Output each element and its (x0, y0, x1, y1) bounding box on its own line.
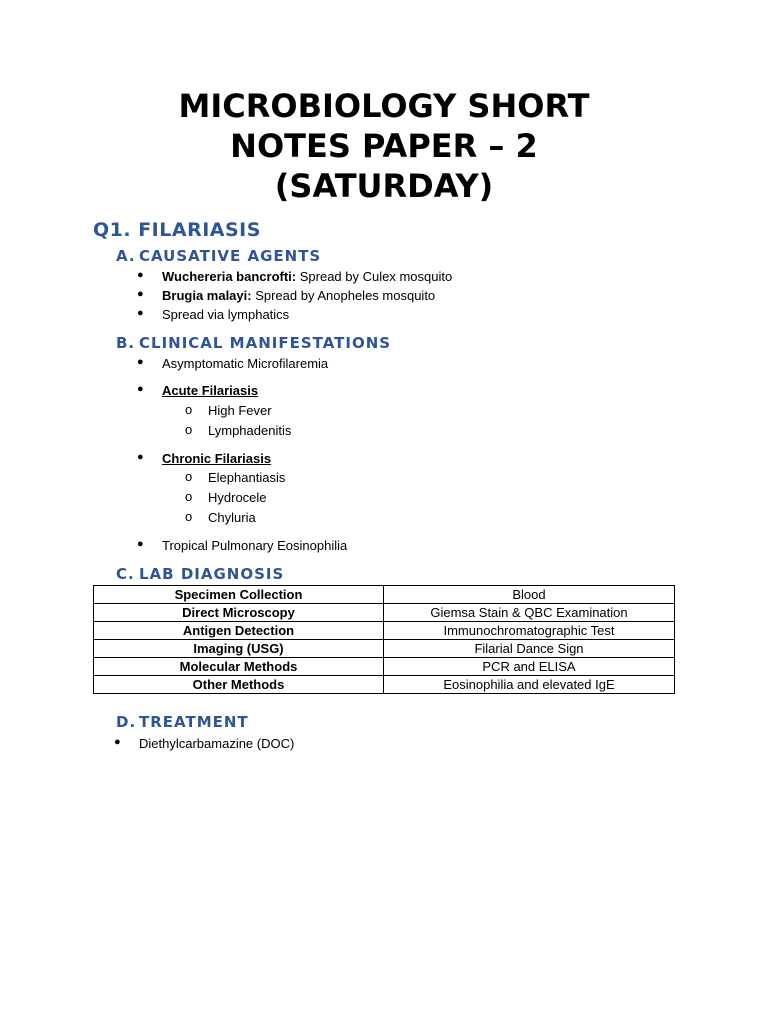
title-line-1: MICROBIOLOGY SHORT (178, 87, 590, 125)
organism-detail: Spread by Anopheles mosquito (251, 288, 436, 303)
lab-diagnosis-table (93, 585, 675, 694)
document-title (0, 86, 768, 206)
list-item-text: Asymptomatic Microfilaremia (162, 356, 329, 371)
section-a-letter: A. (116, 247, 136, 265)
section-c-letter: C. (116, 565, 135, 583)
table-value-cell: Blood (384, 586, 675, 604)
section-b-letter: B. (116, 334, 136, 352)
table-key-cell: Direct Microscopy (94, 604, 384, 622)
list-item (137, 307, 290, 322)
table-value-cell: Filarial Dance Sign (384, 640, 675, 658)
section-d-title: TREATMENT (139, 713, 249, 731)
list-item (137, 356, 329, 371)
table-key-cell: Molecular Methods (94, 658, 384, 676)
sub-list-item (185, 402, 272, 418)
table-value-cell: Eosinophilia and elevated IgE (384, 676, 675, 694)
table-row (94, 676, 675, 694)
question-heading: Q1. FILARIASIS (93, 219, 261, 241)
bullet-icon: ● (137, 383, 144, 395)
bullet-icon: ● (114, 736, 121, 748)
organism-detail: Spread by Culex mosquito (296, 269, 453, 284)
section-d-letter: D. (116, 713, 137, 731)
sub-list-item-text: Chyluria (208, 510, 256, 525)
section-a-title: CAUSATIVE AGENTS (139, 247, 322, 265)
sub-bullet-icon: o (185, 469, 193, 484)
bullet-icon: ● (137, 538, 144, 550)
list-item (137, 383, 259, 398)
sub-list-item-text: Hydrocele (208, 490, 267, 505)
list-item (137, 538, 348, 553)
list-item (137, 269, 453, 284)
list-item-text: Spread via lymphatics (162, 307, 290, 322)
sub-list-item-text: High Fever (208, 403, 272, 418)
table-key-cell: Imaging (USG) (94, 640, 384, 658)
section-b-heading (116, 334, 391, 352)
list-item-text: Tropical Pulmonary Eosinophilia (162, 538, 348, 553)
sub-list-item (185, 422, 292, 438)
table-row (94, 622, 675, 640)
table-key-cell: Other Methods (94, 676, 384, 694)
table-row (94, 586, 675, 604)
section-d-heading (116, 713, 249, 731)
sub-bullet-icon: o (185, 509, 193, 524)
section-c-heading (116, 565, 284, 583)
sub-list-item-text: Elephantiasis (208, 470, 286, 485)
table-value-cell: PCR and ELISA (384, 658, 675, 676)
sub-bullet-icon: o (185, 422, 193, 437)
chronic-filariasis-label: Chronic Filariasis (162, 451, 272, 466)
section-a-heading (116, 247, 321, 265)
sub-list-item (185, 489, 267, 505)
bullet-icon: ● (137, 451, 144, 463)
title-line-3: (SATURDAY) (274, 167, 494, 205)
table-key-cell: Specimen Collection (94, 586, 384, 604)
sub-bullet-icon: o (185, 489, 193, 504)
list-item (114, 736, 295, 751)
sub-list-item-text: Lymphadenitis (208, 423, 292, 438)
list-item-text: Diethylcarbamazine (DOC) (139, 736, 295, 751)
section-c-title: LAB DIAGNOSIS (139, 565, 285, 583)
bullet-icon: ● (137, 307, 144, 319)
section-b-title: CLINICAL MANIFESTATIONS (139, 334, 392, 352)
list-item (137, 288, 436, 303)
organism-name: Brugia malayi: (162, 288, 252, 303)
sub-bullet-icon: o (185, 402, 193, 417)
table-key-cell: Antigen Detection (94, 622, 384, 640)
table-value-cell: Giemsa Stain & QBC Examination (384, 604, 675, 622)
table-row (94, 604, 675, 622)
acute-filariasis-label: Acute Filariasis (162, 383, 259, 398)
table-row (94, 640, 675, 658)
sub-list-item (185, 509, 256, 525)
title-line-2: NOTES PAPER – 2 (230, 127, 538, 165)
sub-list-item (185, 469, 286, 485)
table-row (94, 658, 675, 676)
bullet-icon: ● (137, 269, 144, 281)
organism-name: Wuchereria bancrofti: (162, 269, 297, 284)
bullet-icon: ● (137, 288, 144, 300)
list-item (137, 451, 272, 466)
table-value-cell: Immunochromatographic Test (384, 622, 675, 640)
bullet-icon: ● (137, 356, 144, 368)
